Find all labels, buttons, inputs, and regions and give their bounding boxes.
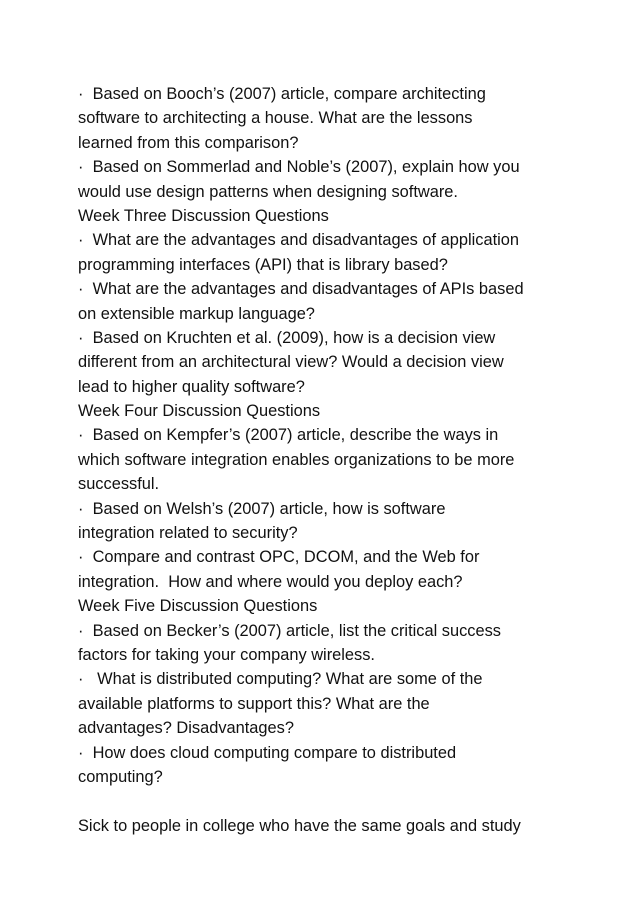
text-line: integration related to security? [78, 524, 298, 543]
section-heading: Week Three Discussion Questions [78, 206, 329, 225]
text-line: · Based on Welsh’s (2007) article, how is software [78, 499, 446, 518]
text-line: · What are the advantages and disadvantages of APIs based [78, 280, 524, 299]
text-line: lead to higher quality software? [78, 377, 305, 396]
blank-line [78, 789, 578, 813]
text-line: · How does cloud computing compare to distributed [78, 743, 457, 762]
text-line: advantages? Disadvantages? [78, 719, 294, 738]
text-line: · What is distributed computing? What are some of the [78, 670, 483, 689]
text-line: integration. How and where would you deploy each? [78, 572, 463, 591]
text-line: programming interfaces (API) that is library based? [78, 255, 448, 274]
text-line: different from an architectural view? Would a decision view [78, 353, 504, 372]
text-line: available platforms to support this? What are the [78, 694, 430, 713]
text-line: · Based on Sommerlad and Noble’s (2007), explain how you [78, 158, 520, 177]
text-line: · Based on Booch’s (2007) article, compare architecting [78, 85, 486, 103]
section-heading: Week Five Discussion Questions [78, 597, 318, 616]
text-line: Sick to people in college who have the same goals and study [78, 816, 521, 835]
text-line: would use design patterns when designing software. [78, 182, 458, 201]
text-line: on extensible markup language? [78, 304, 315, 323]
document-text [78, 82, 578, 838]
text-line: factors for taking your company wireless. [78, 645, 375, 664]
text-line: · Compare and contrast OPC, DCOM, and the Web for [78, 548, 480, 567]
text-line: · Based on Becker’s (2007) article, list the critical success [78, 621, 501, 640]
text-line: which software integration enables organizations to be more [78, 450, 515, 469]
text-line: software to architecting a house. What are the lessons [78, 109, 473, 128]
text-line: · What are the advantages and disadvantages of application [78, 231, 520, 250]
text-line: · Based on Kruchten et al. (2009), how is a decision view [78, 328, 496, 347]
section-heading: Week Four Discussion Questions [78, 402, 321, 421]
text-line: successful. [78, 475, 160, 494]
text-line: · Based on Kempfer’s (2007) article, describe the ways in [78, 426, 499, 445]
text-line: learned from this comparison? [78, 133, 299, 152]
text-line: computing? [78, 767, 163, 786]
